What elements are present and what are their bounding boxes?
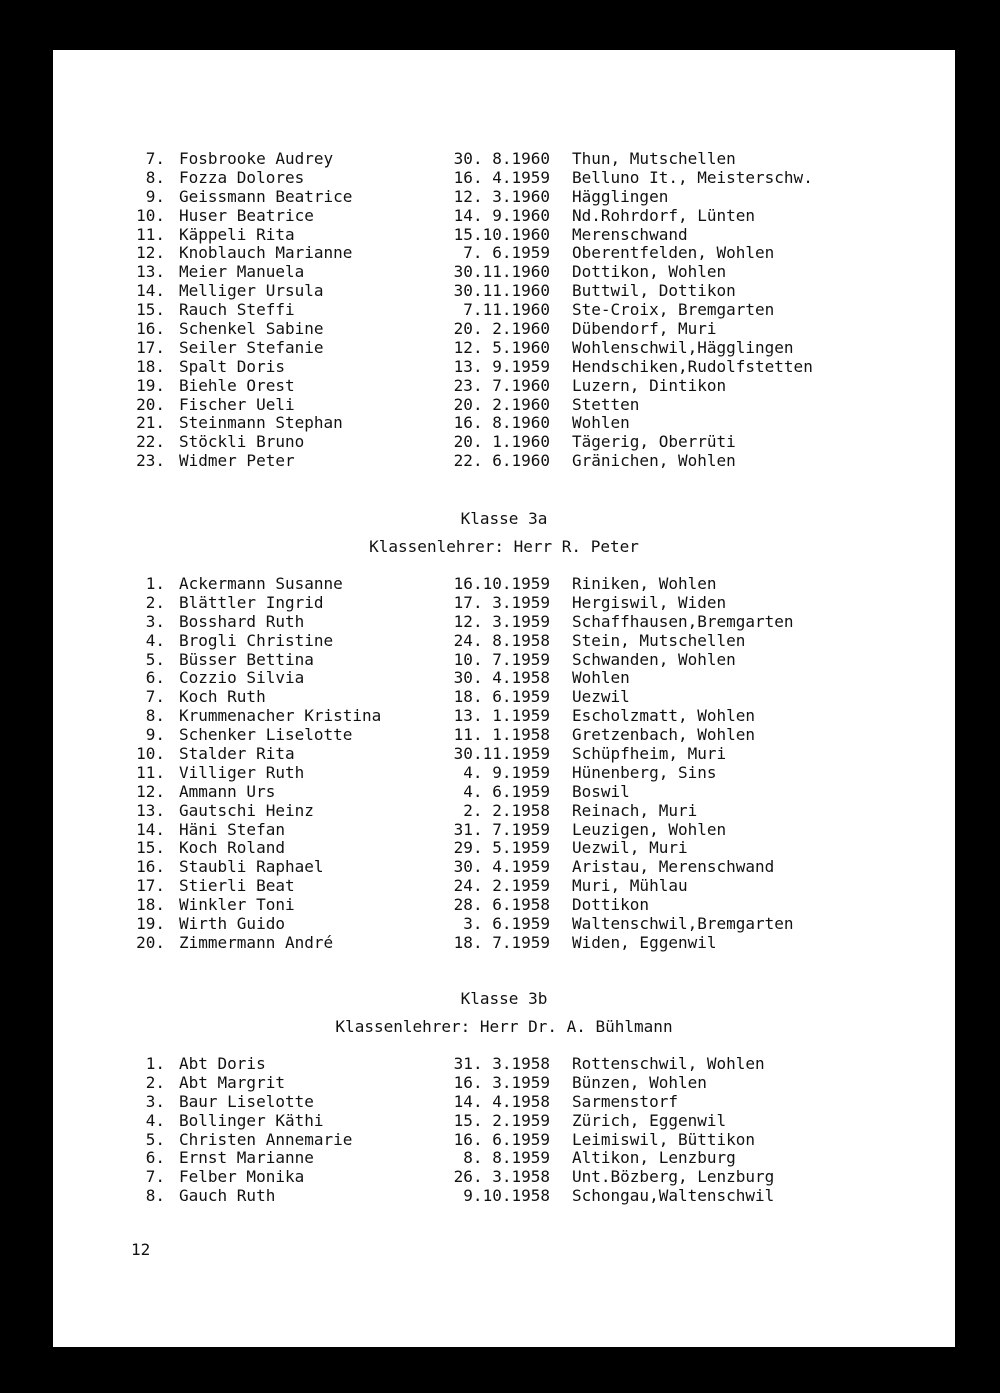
student-name: Blättler Ingrid [179, 592, 324, 612]
student-place: Bünzen, Wohlen [572, 1072, 707, 1092]
student-num: 16. [136, 857, 165, 877]
list-item [53, 169, 955, 188]
student-name: Wirth Guido [179, 914, 285, 934]
student-name: Cozzio Silvia [179, 668, 305, 688]
student-name: Staubli Raphael [179, 857, 324, 877]
student-place: Schongau,Waltenschwil [572, 1186, 775, 1206]
student-date: 8. 8.1959 [463, 1148, 550, 1168]
list-item [53, 651, 955, 670]
student-date: 28. 6.1958 [453, 895, 550, 915]
list-item [53, 188, 955, 207]
student-name: Zimmermann André [179, 932, 334, 952]
student-name: Krummenacher Kristina [179, 706, 382, 726]
student-num: 3. [145, 611, 165, 631]
student-num: 23. [136, 451, 165, 471]
student-name: Spalt Doris [179, 356, 285, 376]
section-title-3b: Klasse 3b [460, 989, 548, 1008]
student-date: 16. 6.1959 [453, 1129, 550, 1149]
list-item [53, 669, 955, 688]
student-num: 7. [145, 687, 165, 707]
student-place: Widen, Eggenwil [572, 932, 717, 952]
list-item [53, 821, 955, 840]
student-name: Ackermann Susanne [179, 574, 343, 593]
student-num: 2. [145, 1072, 165, 1092]
list-item [53, 414, 955, 433]
list-item [53, 150, 955, 169]
student-date: 14. 4.1958 [453, 1091, 550, 1111]
student-name: Seiler Stefanie [179, 337, 324, 357]
student-name: Abt Doris [179, 1054, 266, 1073]
student-place: Hergiswil, Widen [572, 592, 727, 612]
list-item [53, 1187, 955, 1206]
student-name: Stierli Beat [179, 876, 295, 896]
student-date: 12. 3.1959 [453, 611, 550, 631]
student-date: 30.11.1959 [453, 744, 550, 764]
student-date: 16. 4.1959 [453, 167, 550, 187]
student-place: Dübendorf, Muri [572, 319, 717, 339]
student-num: 7. [145, 149, 165, 168]
student-num: 1. [145, 574, 165, 593]
list-item [53, 282, 955, 301]
student-num: 9. [145, 725, 165, 745]
student-num: 16. [136, 319, 165, 339]
student-date: 7. 6.1959 [463, 243, 550, 263]
student-place: Hendschiken,Rudolfstetten [572, 356, 813, 376]
student-num: 18. [136, 356, 165, 376]
student-place: Dottikon, Wohlen [572, 262, 727, 282]
list-item [53, 745, 955, 764]
student-date: 20. 1.1960 [453, 432, 550, 452]
student-place: Merenschwand [572, 224, 688, 244]
list-item [53, 688, 955, 707]
student-num: 7. [145, 1167, 165, 1187]
student-num: 8. [145, 1186, 165, 1206]
student-place: Stein, Mutschellen [572, 630, 746, 650]
student-num: 11. [136, 762, 165, 782]
student-num: 6. [145, 1148, 165, 1168]
student-place: Wohlen [572, 413, 630, 433]
student-name: Koch Roland [179, 838, 285, 858]
student-place: Tägerig, Oberrüti [572, 432, 736, 452]
list-item [53, 207, 955, 226]
student-name: Christen Annemarie [179, 1129, 353, 1149]
student-name: Rauch Steffi [179, 300, 295, 320]
student-list-3b [53, 1055, 955, 1206]
student-num: 8. [145, 167, 165, 187]
student-num: 12. [136, 243, 165, 263]
list-item [53, 707, 955, 726]
list-item [53, 764, 955, 783]
student-place: Ste-Croix, Bremgarten [572, 300, 775, 320]
list-item [53, 594, 955, 613]
student-place: Zürich, Eggenwil [572, 1110, 727, 1130]
student-name: Brogli Christine [179, 630, 334, 650]
teacher-line-3a: Klassenlehrer: Herr R. Peter [369, 537, 639, 556]
student-place: Escholzmatt, Wohlen [572, 706, 756, 726]
student-name: Gauch Ruth [179, 1186, 276, 1206]
list-item [53, 358, 955, 377]
teacher-line-3b: Klassenlehrer: Herr Dr. A. Bühlmann [335, 1017, 673, 1036]
student-date: 18. 6.1959 [453, 687, 550, 707]
student-date: 22. 6.1960 [453, 451, 550, 471]
student-name: Winkler Toni [179, 895, 295, 915]
student-num: 21. [136, 413, 165, 433]
list-item [53, 915, 955, 934]
student-date: 15. 2.1959 [453, 1110, 550, 1130]
student-date: 14. 9.1960 [453, 205, 550, 225]
student-num: 19. [136, 914, 165, 934]
student-place: Uezwil [572, 687, 630, 707]
student-place: Rottenschwil, Wohlen [572, 1054, 765, 1073]
page-number: 12 [131, 1240, 151, 1259]
student-place: Luzern, Dintikon [572, 375, 727, 395]
section-title-3a: Klasse 3a [460, 509, 548, 528]
list-item [53, 226, 955, 245]
student-num: 13. [136, 262, 165, 282]
student-place: Riniken, Wohlen [572, 574, 717, 593]
student-place: Buttwil, Dottikon [572, 281, 736, 301]
student-place: Aristau, Merenschwand [572, 857, 775, 877]
list-item [53, 1168, 955, 1187]
student-place: Oberentfelden, Wohlen [572, 243, 775, 263]
student-place: Hägglingen [572, 186, 669, 206]
student-num: 10. [136, 744, 165, 764]
student-place: Leuzigen, Wohlen [572, 819, 727, 839]
list-item [53, 783, 955, 802]
student-date: 30. 4.1959 [453, 857, 550, 877]
student-place: Muri, Mühlau [572, 876, 688, 896]
student-num: 2. [145, 592, 165, 612]
student-date: 20. 2.1960 [453, 394, 550, 414]
student-num: 5. [145, 1129, 165, 1149]
student-name: Ernst Marianne [179, 1148, 314, 1168]
list-item [53, 1131, 955, 1150]
student-date: 9.10.1958 [463, 1186, 550, 1206]
list-item [53, 1074, 955, 1093]
student-name: Fozza Dolores [179, 167, 305, 187]
student-date: 26. 3.1958 [453, 1167, 550, 1187]
student-name: Biehle Orest [179, 375, 295, 395]
student-num: 17. [136, 337, 165, 357]
list-item [53, 433, 955, 452]
student-num: 4. [145, 1110, 165, 1130]
student-date: 17. 3.1959 [453, 592, 550, 612]
student-date: 15.10.1960 [453, 224, 550, 244]
student-num: 14. [136, 819, 165, 839]
student-place: Altikon, Lenzburg [572, 1148, 736, 1168]
student-name: Bollinger Käthi [179, 1110, 324, 1130]
student-name: Bosshard Ruth [179, 611, 305, 631]
student-place: Sarmenstorf [572, 1091, 678, 1111]
student-place: Thun, Mutschellen [572, 149, 736, 168]
student-place: Boswil [572, 781, 630, 801]
student-num: 13. [136, 800, 165, 820]
student-num: 15. [136, 838, 165, 858]
student-date: 13. 9.1959 [453, 356, 550, 376]
list-item [53, 802, 955, 821]
student-date: 30. 4.1958 [453, 668, 550, 688]
student-num: 22. [136, 432, 165, 452]
list-item [53, 1149, 955, 1168]
student-name: Ammann Urs [179, 781, 276, 801]
list-item [53, 632, 955, 651]
student-num: 11. [136, 224, 165, 244]
student-date: 10. 7.1959 [453, 649, 550, 669]
student-name: Gautschi Heinz [179, 800, 314, 820]
student-place: Dottikon [572, 895, 650, 915]
student-place: Unt.Bözberg, Lenzburg [572, 1167, 775, 1187]
student-num: 15. [136, 300, 165, 320]
student-num: 18. [136, 895, 165, 915]
list-item [53, 339, 955, 358]
list-item [53, 877, 955, 896]
student-num: 17. [136, 876, 165, 896]
list-item [53, 934, 955, 953]
student-name: Felber Monika [179, 1167, 305, 1187]
list-item [53, 263, 955, 282]
student-date: 12. 5.1960 [453, 337, 550, 357]
student-name: Steinmann Stephan [179, 413, 343, 433]
student-date: 20. 2.1960 [453, 319, 550, 339]
document-page [53, 50, 955, 1347]
student-date: 23. 7.1960 [453, 375, 550, 395]
student-name: Käppeli Rita [179, 224, 295, 244]
student-date: 31. 7.1959 [453, 819, 550, 839]
student-place: Nd.Rohrdorf, Lünten [572, 205, 756, 225]
student-date: 30.11.1960 [453, 262, 550, 282]
student-date: 29. 5.1959 [453, 838, 550, 858]
student-date: 2. 2.1958 [463, 800, 550, 820]
student-name: Villiger Ruth [179, 762, 305, 782]
student-name: Fischer Ueli [179, 394, 295, 414]
student-name: Schenker Liselotte [179, 725, 353, 745]
list-item [53, 377, 955, 396]
student-date: 16.10.1959 [453, 574, 550, 593]
student-name: Schenkel Sabine [179, 319, 324, 339]
student-date: 18. 7.1959 [453, 932, 550, 952]
student-name: Stalder Rita [179, 744, 295, 764]
list-item [53, 1112, 955, 1131]
student-num: 19. [136, 375, 165, 395]
student-name: Häni Stefan [179, 819, 285, 839]
student-name: Koch Ruth [179, 687, 266, 707]
student-name: Geissmann Beatrice [179, 186, 353, 206]
student-name: Meier Manuela [179, 262, 305, 282]
list-item [53, 613, 955, 632]
student-place: Leimiswil, Büttikon [572, 1129, 756, 1149]
student-date: 24. 2.1959 [453, 876, 550, 896]
student-place: Reinach, Muri [572, 800, 698, 820]
list-item [53, 1093, 955, 1112]
student-date: 16. 8.1960 [453, 413, 550, 433]
student-num: 9. [145, 186, 165, 206]
student-name: Abt Margrit [179, 1072, 285, 1092]
student-num: 20. [136, 932, 165, 952]
student-num: 5. [145, 649, 165, 669]
student-date: 12. 3.1960 [453, 186, 550, 206]
student-num: 6. [145, 668, 165, 688]
student-place: Wohlen [572, 668, 630, 688]
student-date: 11. 1.1958 [453, 725, 550, 745]
list-item [53, 244, 955, 263]
list-item [53, 301, 955, 320]
list-item [53, 1055, 955, 1074]
student-place: Gretzenbach, Wohlen [572, 725, 756, 745]
student-place: Waltenschwil,Bremgarten [572, 914, 794, 934]
student-date: 4. 6.1959 [463, 781, 550, 801]
list-item [53, 452, 955, 471]
student-place: Wohlenschwil,Hägglingen [572, 337, 794, 357]
student-name: Fosbrooke Audrey [179, 149, 334, 168]
student-date: 13. 1.1959 [453, 706, 550, 726]
list-item [53, 726, 955, 745]
student-num: 8. [145, 706, 165, 726]
student-date: 3. 6.1959 [463, 914, 550, 934]
student-list-3a [53, 575, 955, 953]
student-date: 24. 8.1958 [453, 630, 550, 650]
student-name: Büsser Bettina [179, 649, 314, 669]
student-name: Knoblauch Marianne [179, 243, 353, 263]
list-item [53, 858, 955, 877]
student-place: Schwanden, Wohlen [572, 649, 736, 669]
list-item [53, 320, 955, 339]
student-name: Melliger Ursula [179, 281, 324, 301]
student-name: Stöckli Bruno [179, 432, 305, 452]
student-num: 3. [145, 1091, 165, 1111]
student-place: Uezwil, Muri [572, 838, 688, 858]
student-date: 16. 3.1959 [453, 1072, 550, 1092]
student-date: 30. 8.1960 [453, 149, 550, 168]
list-item [53, 396, 955, 415]
student-num: 1. [145, 1054, 165, 1073]
student-place: Schaffhausen,Bremgarten [572, 611, 794, 631]
student-place: Stetten [572, 394, 640, 414]
student-date: 4. 9.1959 [463, 762, 550, 782]
student-place: Belluno It., Meisterschw. [572, 167, 813, 187]
student-date: 31. 3.1958 [453, 1054, 550, 1073]
list-item [53, 575, 955, 594]
student-place: Gränichen, Wohlen [572, 451, 736, 471]
student-num: 12. [136, 781, 165, 801]
student-date: 30.11.1960 [453, 281, 550, 301]
student-num: 14. [136, 281, 165, 301]
student-num: 4. [145, 630, 165, 650]
student-num: 20. [136, 394, 165, 414]
student-place: Hünenberg, Sins [572, 762, 717, 782]
list-item [53, 896, 955, 915]
student-date: 7.11.1960 [463, 300, 550, 320]
student-num: 10. [136, 205, 165, 225]
student-list-continued [53, 150, 955, 471]
student-name: Widmer Peter [179, 451, 295, 471]
list-item [53, 839, 955, 858]
student-name: Huser Beatrice [179, 205, 314, 225]
student-name: Baur Liselotte [179, 1091, 314, 1111]
student-place: Schüpfheim, Muri [572, 744, 727, 764]
